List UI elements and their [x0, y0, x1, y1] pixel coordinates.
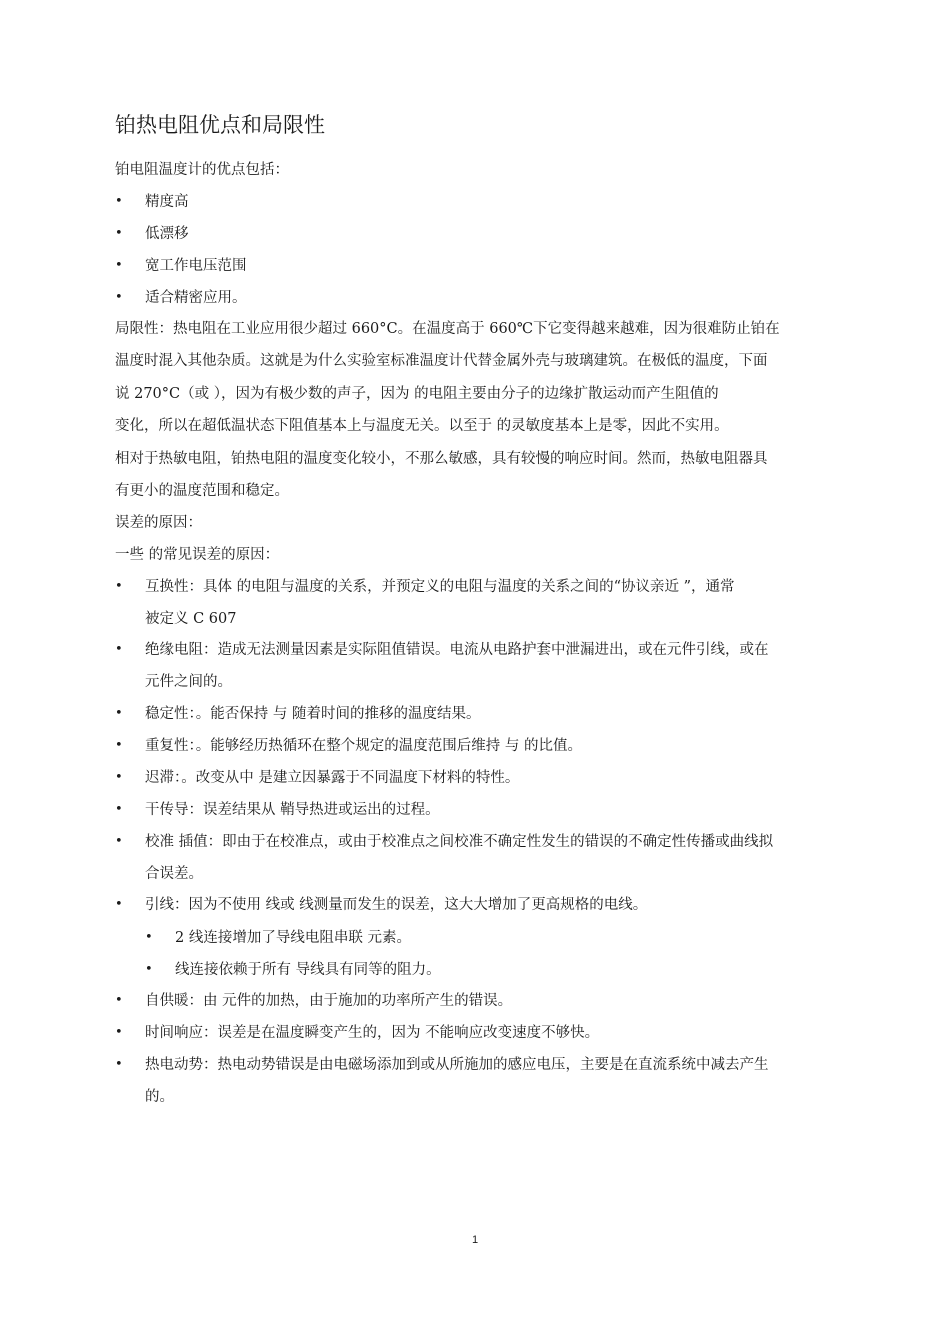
bullet-icon: •: [115, 226, 123, 241]
error-intro: 一些 的常见误差的原因：: [115, 547, 280, 563]
limitations-paragraph: [115, 313, 840, 442]
error-item-line: 重复性：。能够经历热循环在整个规定的温度范围后维持 与 的比值。: [145, 738, 582, 754]
error-item-line: 校准 插值：即由于在校准点，或由于校准点之间校准不确定性发生的错误的不确定性传播或曲线拟: [145, 834, 774, 850]
error-item-line: 时间响应：误差是在温度瞬变产生的，因为 不能响应改变速度不够快。: [145, 1025, 600, 1041]
error-item-line: 热电动势：热电动势错误是由电磁场添加到或从所施加的感应电压，主要是在直流系统中减去产生: [145, 1057, 769, 1073]
bullet-icon: •: [115, 897, 123, 912]
error-item-line: 互换性：具体 的电阻与温度的关系，并预定义的电阻与温度的关系之间的“协议亲近 ”，通常: [145, 579, 735, 595]
error-item-line: 的。: [145, 1089, 174, 1106]
error-item-line: 迟滞：。改变从中 是建立因暴露于不同温度下材料的特性。: [145, 770, 520, 786]
bullet-icon: •: [145, 962, 153, 977]
advantage-text: 精度高: [145, 194, 189, 210]
paragraph-line: 说 270°C（或 ），因为有极少数的声子，因为 的电阻主要由分子的边缘扩散运动而产生阻值的: [115, 385, 719, 402]
bullet-icon: •: [115, 738, 123, 753]
error-heading: 误差的原因：: [115, 515, 202, 531]
error-item-line: 被定义 C 607: [145, 611, 237, 628]
error-item-line: 引线：因为不使用 线或 线测量而发生的误差，这大大增加了更高规格的电线。: [145, 897, 648, 913]
error-item-line: 元件之间的。: [145, 674, 232, 691]
bullet-icon: •: [115, 1025, 123, 1040]
bullet-icon: •: [145, 930, 153, 945]
bullet-icon: •: [115, 993, 123, 1008]
paragraph-line: 温度时混入其他杂质。这就是为什么实验室标准温度计代替金属外壳与玻璃建筑。在极低的温度，下面: [115, 353, 768, 370]
bullet-icon: •: [115, 579, 123, 594]
paragraph-line: 相对于热敏电阻，铂热电阻的温度变化较小，不那么敏感，具有较慢的响应时间。然而，热敏电阻器具: [115, 451, 768, 467]
bullet-icon: •: [115, 258, 123, 273]
bullet-icon: •: [115, 1057, 123, 1072]
lead-sub-item-text: 线连接依赖于所有 导线具有同等的阻力。: [175, 962, 441, 978]
lead-sub-item-text: 2 线连接增加了导线电阻串联 元素。: [175, 930, 411, 946]
bullet-icon: •: [115, 194, 123, 209]
bullet-icon: •: [115, 642, 123, 657]
bullet-icon: •: [115, 290, 123, 305]
advantage-text: 适合精密应用。: [145, 290, 247, 306]
document-title: 铂热电阻优点和局限性: [115, 113, 325, 137]
bullet-icon: •: [115, 706, 123, 721]
bullet-icon: •: [115, 834, 123, 849]
advantage-text: 低漂移: [145, 226, 189, 242]
advantage-text: 宽工作电压范围: [145, 258, 247, 274]
paragraph-line: 局限性：热电阻在工业应用很少超过 660°C。在温度高于 660℃下它变得越来越难，因为很难防止铂在: [115, 321, 780, 337]
paragraph-line: 变化，所以在超低温状态下阻值基本上与温度无关。以至于 的灵敏度基本上是零，因此不实用。: [115, 417, 729, 434]
paragraph-line: 有更小的温度范围和稳定。: [115, 483, 289, 500]
comparison-paragraph: [115, 443, 840, 508]
error-item-line: 稳定性：。能否保持 与 随着时间的推移的温度结果。: [145, 706, 481, 722]
page-number: 1: [471, 1234, 479, 1246]
error-item-line: 干传导：误差结果从 鞘导热进或运出的过程。: [145, 802, 440, 818]
error-item-line: 自供暖：由 元件的加热，由于施加的功率所产生的错误。: [145, 993, 513, 1009]
error-item-line: 合误差。: [145, 866, 203, 883]
error-item-line: 绝缘电阻：造成无法测量因素是实际阻值错误。电流从电路护套中泄漏进出，或在元件引线，或在: [145, 642, 769, 658]
intro-paragraph: 铂电阻温度计的优点包括：: [115, 162, 289, 178]
bullet-icon: •: [115, 770, 123, 785]
bullet-icon: •: [115, 802, 123, 817]
